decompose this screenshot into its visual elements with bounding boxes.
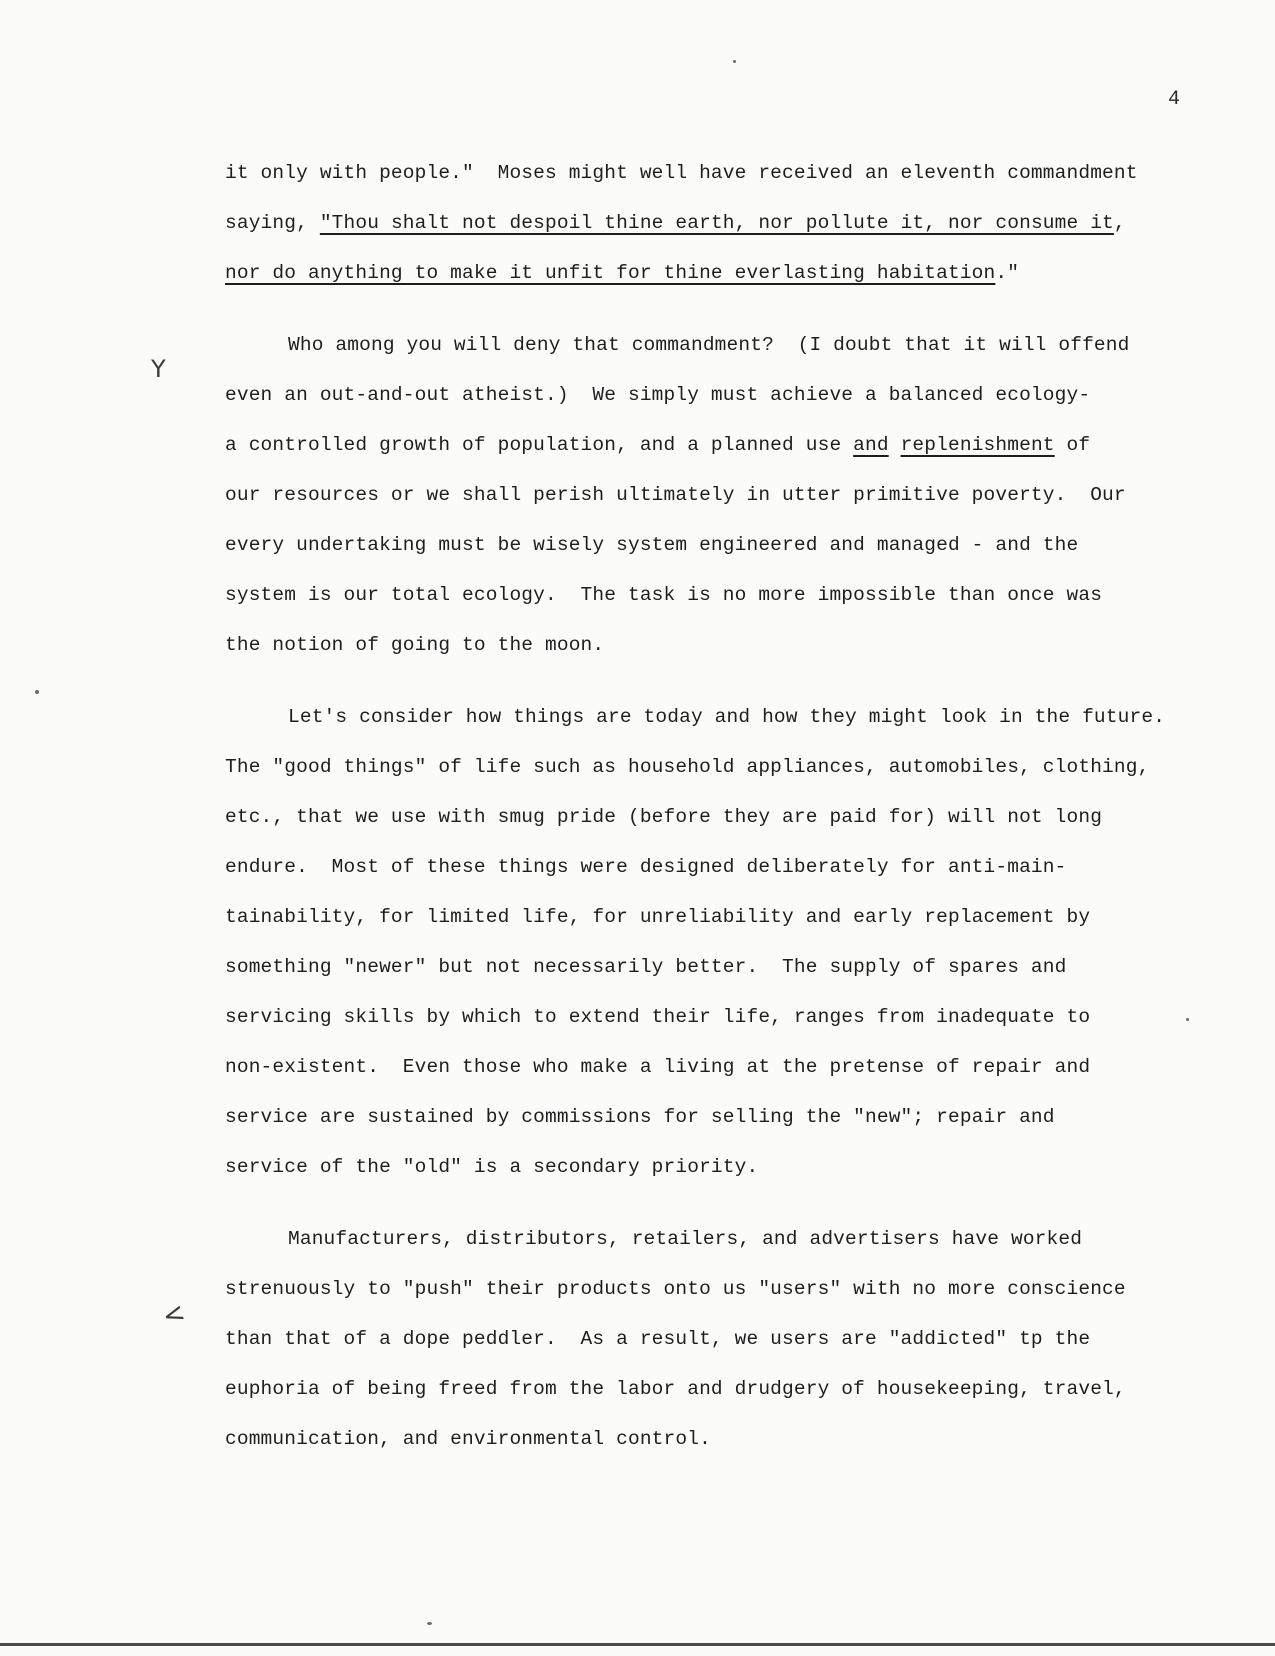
page-number: 4 (1168, 88, 1181, 111)
text-segment: every undertaking must be wisely system engineered and managed - and the (225, 534, 1079, 556)
text-segment: Who among you will deny that commandment? (I doubt that it will offend (288, 334, 1130, 356)
text-line (225, 692, 1255, 742)
text-line (225, 1042, 1255, 1092)
scan-edge (0, 1643, 1275, 1646)
text-segment: of (1054, 434, 1091, 456)
text-segment: Let's consider how things are today and how they might look in the future. (288, 706, 1166, 728)
ink-speck (1186, 1018, 1189, 1021)
text-segment: strenuously to "push" their products onto us "users" with no more conscience (225, 1278, 1126, 1300)
text-segment: even an out-and-out atheist.) We simply must achieve a balanced ecology- (225, 384, 1091, 406)
text-line (225, 992, 1255, 1042)
ink-speck (427, 1622, 432, 1625)
text-segment: Manufacturers, distributors, retailers, and advertisers have worked (288, 1228, 1083, 1250)
text-line (225, 1314, 1255, 1364)
text-segment: communication, and environmental control. (225, 1428, 711, 1450)
paragraph (225, 320, 1255, 670)
text-line (225, 1214, 1255, 1264)
body-text (225, 148, 1255, 1486)
text-line (225, 1142, 1255, 1192)
text-line (225, 942, 1255, 992)
underlined-text: replenishment (900, 434, 1055, 456)
text-line (225, 198, 1255, 248)
paragraph (225, 692, 1255, 1192)
paragraph (225, 1214, 1255, 1464)
text-segment: etc., that we use with smug pride (before they are paid for) will not long (225, 806, 1103, 828)
text-line (225, 1414, 1255, 1464)
ink-speck (733, 60, 736, 63)
text-segment: The "good things" of life such as household appliances, automobiles, clothing, (225, 756, 1150, 778)
text-segment: tainability, for limited life, for unreliability and early replacement by (225, 906, 1091, 928)
text-line (225, 892, 1255, 942)
ink-speck (35, 690, 39, 694)
text-segment: endure. Most of these things were designed deliberately for anti-main- (225, 856, 1067, 878)
text-segment: a controlled growth of population, and a planned use (225, 434, 854, 456)
margin-arrow-mark: < (158, 1297, 189, 1333)
underlined-text: "Thou shalt not despoil thine earth, nor pollute it, nor consume it (319, 212, 1114, 234)
text-segment: service of the "old" is a secondary priority. (225, 1156, 759, 1178)
text-segment: system is our total ecology. The task is no more impossible than once was (225, 584, 1103, 606)
text-line (225, 370, 1255, 420)
text-segment (889, 434, 901, 456)
text-line (225, 420, 1255, 470)
text-line (225, 148, 1255, 198)
text-segment: servicing skills by which to extend their life, ranges from inadequate to (225, 1006, 1091, 1028)
text-line (225, 520, 1255, 570)
text-line (225, 248, 1255, 298)
underlined-text: and (853, 434, 889, 456)
text-line (225, 792, 1255, 842)
text-line (225, 742, 1255, 792)
text-segment: service are sustained by commissions for selling the "new"; repair and (225, 1106, 1055, 1128)
text-segment: , (1113, 212, 1126, 234)
text-segment: the notion of going to the moon. (225, 634, 605, 656)
text-segment: non-existent. Even those who make a living at the pretense of repair and (225, 1056, 1091, 1078)
text-segment: euphoria of being freed from the labor and drudgery of housekeeping, travel, (225, 1378, 1126, 1400)
text-line (225, 570, 1255, 620)
text-line (225, 470, 1255, 520)
text-line (225, 1364, 1255, 1414)
text-segment: something "newer" but not necessarily better. The supply of spares and (225, 956, 1067, 978)
text-segment: ." (995, 262, 1020, 284)
text-segment: saying, (225, 212, 320, 234)
underlined-text: nor do anything to make it unfit for thine everlasting habitation (225, 262, 996, 284)
text-line (225, 1092, 1255, 1142)
text-segment: than that of a dope peddler. As a result, we users are "addicted" tp the (225, 1328, 1091, 1350)
margin-check-mark: Y (151, 355, 166, 383)
text-line (225, 842, 1255, 892)
paragraph (225, 148, 1255, 298)
text-line (225, 1264, 1255, 1314)
text-segment: our resources or we shall perish ultimately in utter primitive poverty. Our (225, 484, 1126, 506)
text-line (225, 320, 1255, 370)
text-line (225, 620, 1255, 670)
text-segment: it only with people." Moses might well have received an eleventh commandment (225, 162, 1138, 184)
